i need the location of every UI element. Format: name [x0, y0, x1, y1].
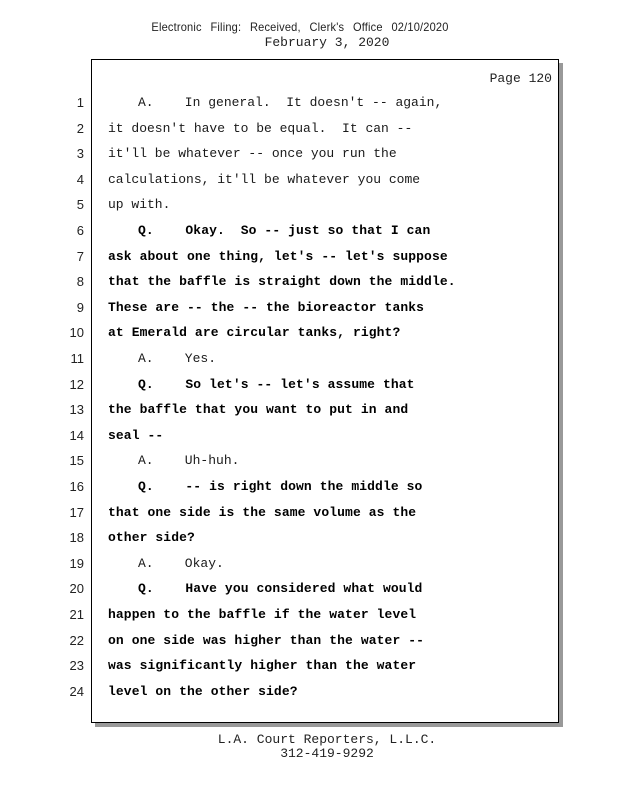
line-number: 18 — [69, 530, 84, 545]
line-number: 12 — [69, 377, 84, 392]
transcript-date: February 3, 2020 — [264, 35, 390, 50]
transcript-line: Q. So let's -- let's assume that — [138, 377, 415, 392]
transcript-line: it'll be whatever -- once you run the — [108, 146, 397, 161]
transcript-line: A. In general. It doesn't -- again, — [138, 95, 443, 110]
line-number: 3 — [76, 146, 84, 161]
transcript-line: Q. Okay. So -- just so that I can — [138, 223, 431, 238]
line-number: 20 — [69, 581, 84, 596]
reporter-name: L.A. Court Reporters, L.L.C. — [217, 732, 437, 747]
line-number: 6 — [76, 223, 84, 238]
transcript-line: it doesn't have to be equal. It can -- — [108, 121, 413, 136]
line-number: 10 — [69, 325, 84, 340]
page-number: Page 120 — [489, 71, 552, 86]
transcript-line: ask about one thing, let's -- let's suppose — [108, 249, 448, 264]
transcript-line: was significantly higher than the water — [108, 658, 417, 673]
transcript-line: level on the other side? — [108, 684, 298, 699]
line-number: 21 — [69, 607, 84, 622]
transcript-line: Q. Have you considered what would — [138, 581, 423, 596]
transcript-line: the baffle that you want to put in and — [108, 402, 409, 417]
line-number: 16 — [69, 479, 84, 494]
line-number: 5 — [76, 197, 84, 212]
line-number: 14 — [69, 428, 84, 443]
reporter-phone: 312-419-9292 — [280, 746, 374, 761]
line-number: 11 — [70, 351, 84, 366]
line-number: 23 — [69, 658, 84, 673]
transcript-line: A. Okay. — [138, 556, 224, 571]
transcript-line: calculations, it'll be whatever you come — [108, 172, 421, 187]
line-number: 8 — [76, 274, 84, 289]
line-number: 4 — [76, 172, 84, 187]
line-number: 2 — [76, 121, 84, 136]
filing-stamp: Electronic Filing: Received, Clerk's Office 02/10/2020 — [151, 20, 449, 34]
line-number: 15 — [69, 453, 84, 468]
line-number: 19 — [69, 556, 84, 571]
transcript-line: A. Yes. — [138, 351, 217, 366]
transcript-line: seal -- — [108, 428, 164, 443]
transcript-line: These are -- the -- the bioreactor tanks — [108, 300, 425, 315]
line-number: 7 — [76, 249, 84, 264]
transcript-line: that the baffle is straight down the middle. — [108, 274, 456, 289]
transcript-line: happen to the baffle if the water level — [108, 607, 417, 622]
line-number: 9 — [76, 300, 84, 315]
line-number: 17 — [69, 505, 84, 520]
transcript-line: Q. -- is right down the middle so — [138, 479, 423, 494]
line-number: 13 — [69, 402, 84, 417]
transcript-line: at Emerald are circular tanks, right? — [108, 325, 401, 340]
transcript-line: on one side was higher than the water -- — [108, 633, 425, 648]
transcript-line: up with. — [108, 197, 171, 212]
line-number: 24 — [69, 684, 84, 699]
line-number: 1 — [76, 95, 84, 110]
line-number: 22 — [69, 633, 84, 648]
transcript-line: that one side is the same volume as the — [108, 505, 417, 520]
transcript-line: other side? — [108, 530, 195, 545]
transcript-line: A. Uh-huh. — [138, 453, 240, 468]
